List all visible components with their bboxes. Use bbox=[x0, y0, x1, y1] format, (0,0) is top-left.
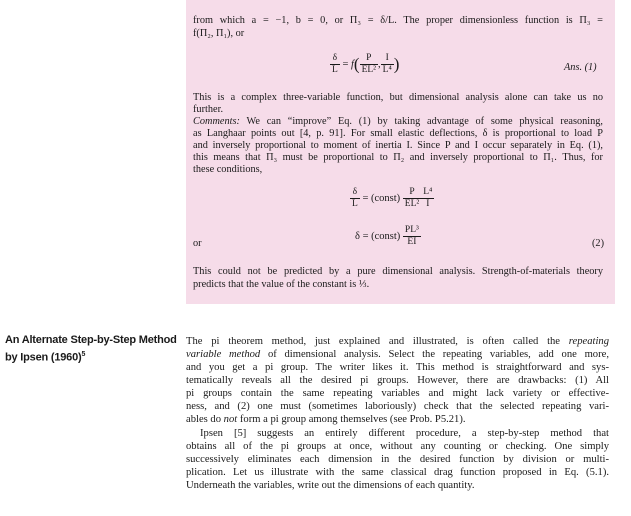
eq2-lhs-den: L bbox=[352, 199, 358, 209]
section-heading-line-1: An Alternate Step-by-Step Method bbox=[5, 334, 177, 346]
body-line-1 bbox=[186, 335, 609, 348]
eq1-function: f bbox=[350, 58, 354, 70]
eq3-tag: (2) bbox=[592, 238, 605, 249]
eq3-num: PL³ bbox=[404, 225, 419, 235]
body-line-5: pi groups contain the same repeating variables and might lack variety or effective- bbox=[186, 388, 609, 399]
intro-line-1: from which a = −1, b = 0, or Π₃ = δ/L. The proper dimensionless function is Π₃ = bbox=[193, 15, 603, 26]
eq1-lhs-fraction bbox=[330, 53, 340, 76]
body-line-6: ness, and (2) one must (sometimes laboriously) check that the selected repeating vari- bbox=[186, 401, 609, 412]
eq2-factor2-fraction bbox=[421, 187, 434, 210]
equation-2 bbox=[350, 187, 434, 210]
eq2-factor1-fraction bbox=[403, 187, 421, 210]
section-heading-line-2-text: by Ipsen (1960) bbox=[5, 351, 82, 364]
eq2-const: (const) bbox=[370, 192, 401, 204]
equation-1 bbox=[330, 53, 399, 76]
complex-line-1: This is a complex three-variable function, but dimensional analysis alone can take us no bbox=[193, 92, 603, 103]
eq2-lhs-num: δ bbox=[350, 187, 360, 199]
body-para2-line-4: plication. Let us illustrate with the same classical drag function proposed in Eq. (5.1). bbox=[186, 467, 609, 478]
body-para2-line-3: successively eliminates each dimension in the desired function by division or multi- bbox=[186, 454, 609, 465]
eq1-arg1-fraction bbox=[360, 53, 378, 76]
body-line-4: tematically reveals all the desired pi groups. However, there are drawbacks: (1) All bbox=[186, 375, 609, 386]
eq2-factor1-num: P bbox=[403, 187, 421, 199]
comments-line-2: as Langhaar points out [4, p. 91]. For small elastic deflections, δ is proportional to load P bbox=[193, 128, 603, 139]
eq3-lhs: δ = bbox=[355, 230, 369, 242]
or-label: or bbox=[193, 238, 202, 249]
footnote-ref: 5 bbox=[81, 350, 86, 358]
comments-line-5: these conditions, bbox=[193, 164, 263, 175]
comments-line-3: and inversely proportional to moment of inertia I. Since P and I occur separately in Eq. (1), bbox=[193, 140, 603, 151]
body-line-7-text: ables do not form a pi group among themselves (see Prob. P5.21). bbox=[186, 414, 466, 425]
eq3-fraction bbox=[403, 225, 421, 248]
body-line-2 bbox=[186, 348, 609, 361]
eq1-equals: = bbox=[342, 58, 349, 70]
eq1-left-paren: ( bbox=[353, 54, 360, 74]
eq1-lhs-num: δ bbox=[330, 53, 340, 65]
equation-3 bbox=[355, 225, 421, 248]
eq2-factor2-num: L⁴ bbox=[423, 187, 433, 197]
eq1-right-paren: ) bbox=[393, 54, 400, 74]
eq1-arg1-num: P bbox=[360, 53, 378, 65]
eq1-arg2-den: L⁴ bbox=[382, 65, 392, 75]
comments-line-1-text: We can “improve” Eq. (1) by taking advantage of some physical reasoning, bbox=[246, 116, 604, 127]
body-para2-line-2: obtains all of the pi groups at once, without any counting or checking. One simply bbox=[186, 441, 609, 452]
comments-line-1 bbox=[193, 116, 603, 128]
final-line-2: predicts that the value of the constant is ⅓. bbox=[193, 279, 370, 290]
eq1-arg2-fraction bbox=[381, 53, 394, 76]
comments-line-4: this means that Π₃ must be proportional to Π₂ and inversely proportional to Π₁. Thus, for bbox=[193, 152, 603, 163]
eq1-lhs-den: L bbox=[332, 65, 338, 75]
comments-label: Comments: bbox=[193, 116, 240, 127]
eq2-factor2-den: I bbox=[426, 199, 430, 209]
final-line-1: This could not be predicted by a pure dimensional analysis. Strength-of-materials theory bbox=[193, 266, 603, 277]
body-line-7 bbox=[186, 413, 609, 426]
eq1-arg1-den: EL² bbox=[361, 65, 377, 75]
intro-line-2: f(Π₂, Π₁), or bbox=[193, 28, 245, 39]
eq2-factor1-den: EL² bbox=[404, 199, 420, 209]
eq3-const: (const) bbox=[371, 230, 401, 242]
body-para2-line-1: Ipsen [5] suggests an entirely different procedure, a step-by-step method that bbox=[200, 428, 609, 439]
section-heading bbox=[5, 334, 177, 365]
section-heading-line-2 bbox=[5, 348, 177, 365]
body-line-2-text: variable method of dimensional analysis. Select the repeating variables, add one more, bbox=[186, 349, 609, 360]
eq1-arg2-num: I bbox=[381, 53, 394, 65]
complex-line-2: further. bbox=[193, 104, 224, 115]
eq1-comma: , bbox=[378, 58, 381, 70]
body-line-3: and you get a pi group. The writer likes it. This method is straightforward and sys- bbox=[186, 362, 609, 373]
eq1-tag-text: Ans. (1) bbox=[564, 62, 597, 73]
body-para2-line-5: Underneath the variables, write out the dimensions of each quantity. bbox=[186, 480, 475, 491]
eq2-lhs-fraction bbox=[350, 187, 360, 210]
eq2-equals: = bbox=[362, 192, 369, 204]
eq1-tag bbox=[564, 62, 597, 74]
eq3-den: EI bbox=[407, 237, 417, 247]
body-line-1-text: The pi theorem method, just explained and illustrated, is often called the repeating bbox=[186, 336, 609, 347]
